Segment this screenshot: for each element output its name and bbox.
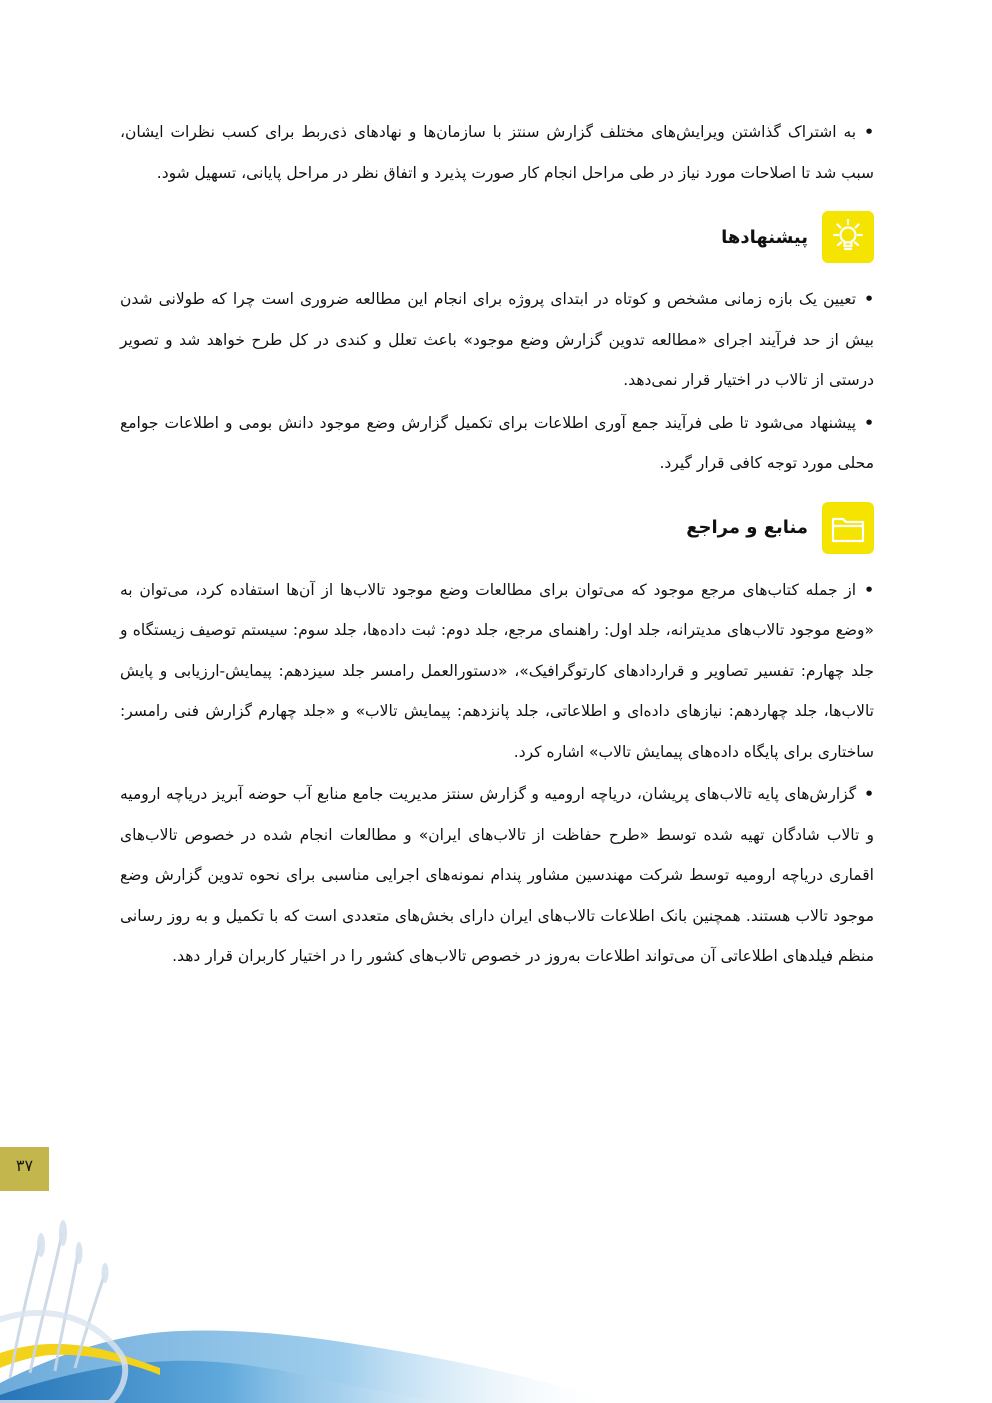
paragraph-text: به اشتراک گذاشتن ویرایش‌های مختلف گزارش سنتز با سازمان‌ها و نهادهای ذی‌ربط برای کسب نظرات ایشان، سبب شد تا اصلاحات مورد نیاز در طی مراحل انجام کار صورت پذیرد و اتفاق نظر در مراحل پایانی، تسهیل شود. xyxy=(120,123,874,182)
bullet: • xyxy=(864,123,874,141)
paragraph xyxy=(120,774,874,977)
section-title: منابع و مراجع xyxy=(686,517,808,538)
paragraph xyxy=(120,112,874,193)
bullet: • xyxy=(864,580,874,599)
bullet: • xyxy=(864,785,874,803)
page-number: ۳۷ xyxy=(15,1156,34,1175)
paragraph xyxy=(120,403,874,484)
paragraph-text: پیشنهاد می‌شود تا طی فرآیند جمع آوری اطلاعات برای تکمیل گزارش وضع موجود دانش بومی و اطلاعات جوامع محلی مورد توجه کافی قرار گیرد. xyxy=(120,413,874,472)
paragraph-text: از جمله کتاب‌های مرجع موجود که می‌توان برای مطالعات وضع موجود تالاب‌ها از آن‌ها استفاده کرد، می‌توان به «وضع موجود تالاب‌های مدیترانه، جلد اول: راهنمای مرجع، جلد دوم: ثبت داده‌ها، جلد سوم: سیستم توصیف زیستگاه و جلد چهارم: تفسیر تصاویر و قراردادهای کارتوگرافیک»، «دستورالعمل رامسر جلد سیزدهم: پیمایش-ارزیابی و پایش تالاب‌ها، جلد چهاردهم: نیازهای داده‌ای و اطلاعاتی، جلد پانزدهم: پیمایش تالاب» و «جلد چهارم گزارش فنی رامسر: ساختاری برای پایگاه داده‌های پیمایش تالاب» اشاره کرد. xyxy=(120,580,874,761)
page-content xyxy=(120,112,874,979)
paragraph xyxy=(120,279,874,401)
page-number-tab xyxy=(0,1147,49,1191)
paragraph-text: تعیین یک بازه زمانی مشخص و کوتاه در ابتدای پروژه برای انجام این مطالعه ضروری است چرا که طولانی شدن بیش از حد فرآیند اجرای «مطالعه تدوین گزارش وضع موجود» باعث تعلل و کندی در کل طرح خواهد شد و تصویر درستی از تالاب در اختیار قرار نمی‌دهد. xyxy=(120,290,874,389)
section-title: پیشنهادها xyxy=(721,226,808,248)
wetland-wave-decoration xyxy=(0,1203,992,1403)
section-heading-suggestions xyxy=(120,209,874,265)
section-heading-references xyxy=(120,500,874,556)
paragraph-text: گزارش‌های پایه تالاب‌های پریشان، دریاچه ارومیه و گزارش سنتز مدیریت جامع منابع آب حوضه آبریز دریاچه ارومیه و تالاب شادگان تهیه شده توسط «طرح حفاظت از تالاب‌های ایران» و مطالعات انجام شده در خصوص تالاب‌های اقماری دریاچه ارومیه توسط شرکت مهندسین مشاور پندام نمونه‌های اجرایی مناسبی برای نحوه تدوین گزارش وضع موجود تالاب هستند. همچنین بانک اطلاعات تالاب‌های ایران دارای بخش‌های متعددی است که با تکمیل و به روز رسانی منظم فیلدهای اطلاعاتی آن می‌تواند اطلاعات به‌روز در خصوص تالاب‌های کشور را در اختیار کاربران قرار دهد. xyxy=(120,785,874,965)
lightbulb-icon xyxy=(822,211,874,263)
bullet: • xyxy=(864,413,874,432)
folder-icon xyxy=(822,502,874,554)
bullet: • xyxy=(864,290,874,308)
paragraph xyxy=(120,570,874,773)
